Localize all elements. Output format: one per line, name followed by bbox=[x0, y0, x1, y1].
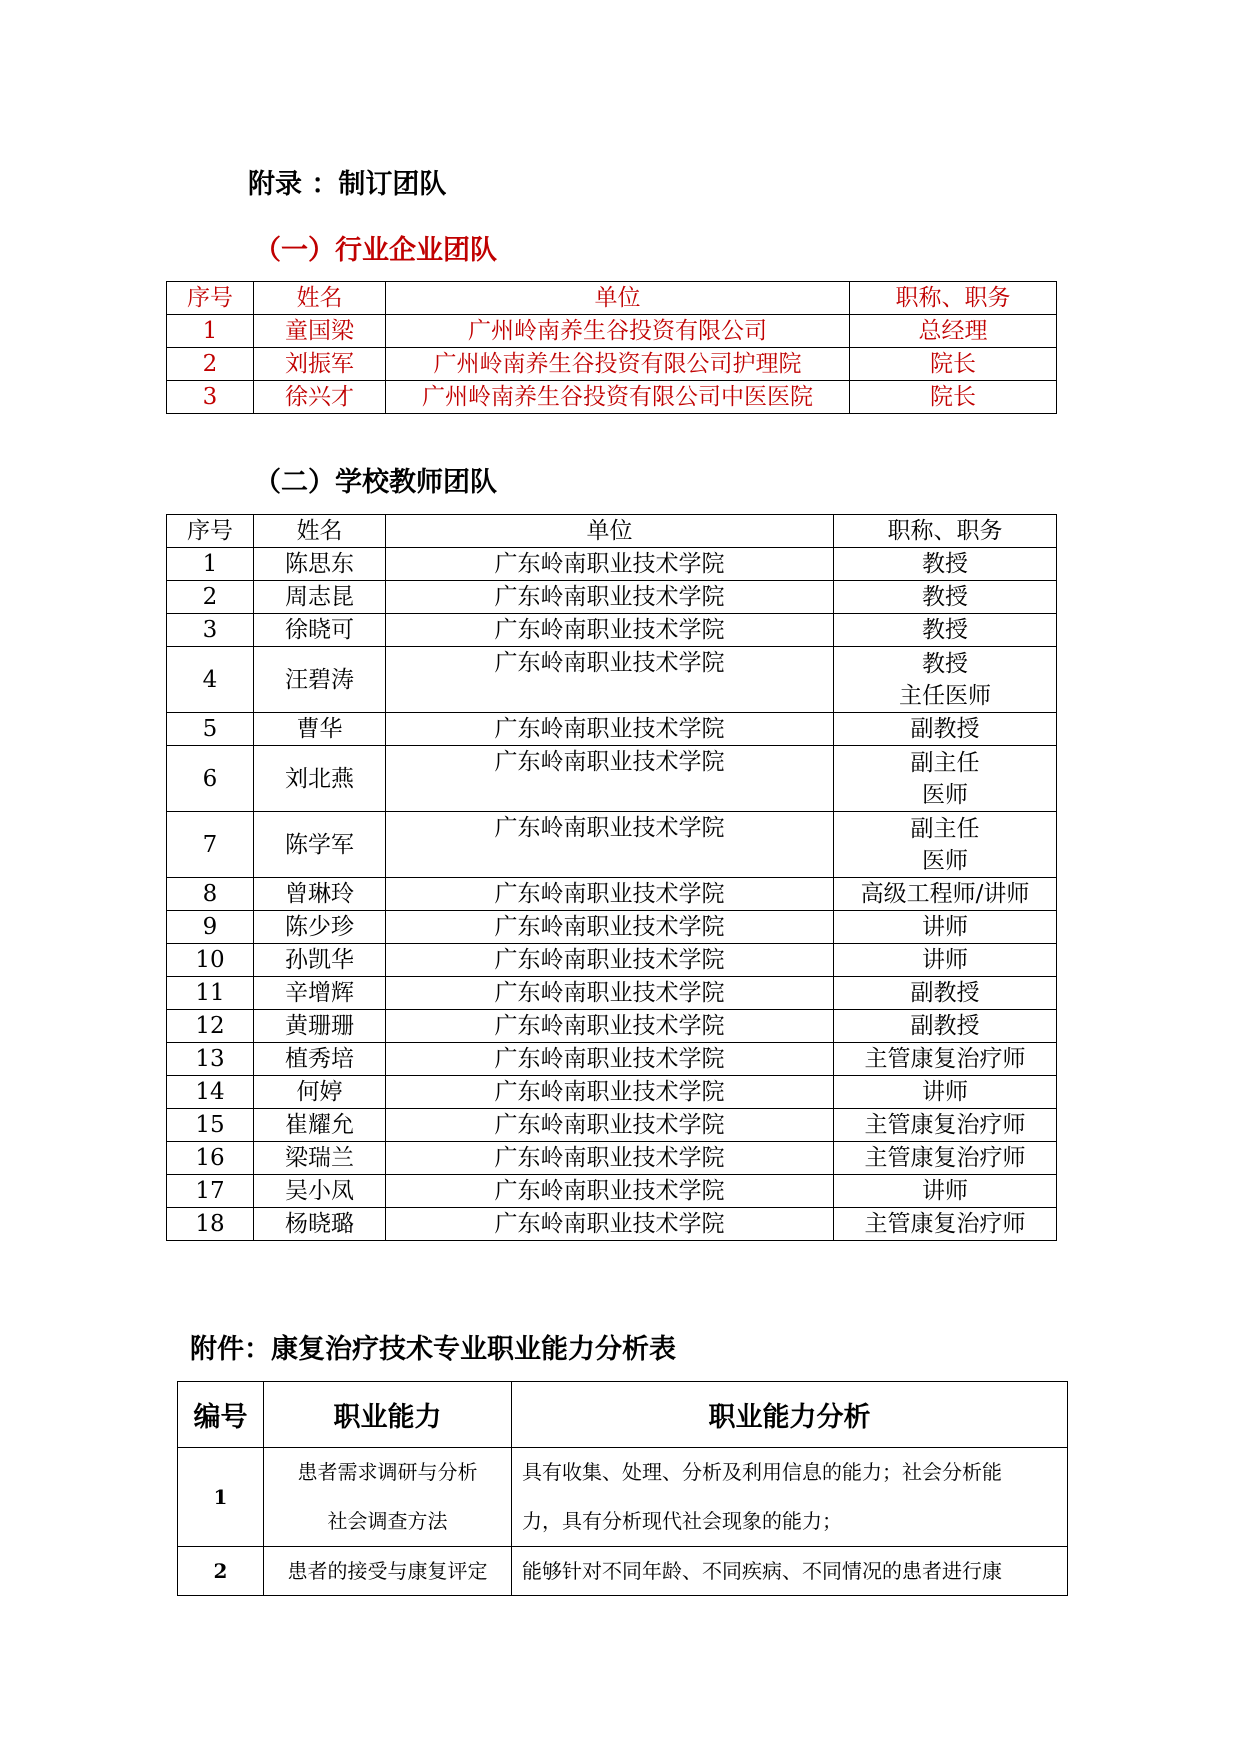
ability-line: 社会调查方法 bbox=[327, 1509, 448, 1533]
title-line: 主管康复治疗师 bbox=[864, 1046, 1026, 1072]
header-no: 序号 bbox=[167, 515, 254, 548]
title-line: 医师 bbox=[922, 847, 968, 874]
cell-title: 院长 bbox=[850, 348, 1057, 381]
cell-no: 6 bbox=[167, 746, 254, 812]
teacher-team-table bbox=[166, 514, 1057, 1241]
cell-unit: 广东岭南职业技术学院 bbox=[386, 614, 834, 647]
cell-title bbox=[834, 581, 1057, 614]
table-row bbox=[178, 1448, 1068, 1547]
cell-no: 4 bbox=[167, 647, 254, 713]
cell-name: 吴小凤 bbox=[254, 1175, 386, 1208]
header-title: 职称、职务 bbox=[834, 515, 1057, 548]
cell-no: 1 bbox=[167, 548, 254, 581]
title-line: 主任医师 bbox=[899, 682, 991, 709]
cell-no: 3 bbox=[167, 381, 254, 414]
table-row bbox=[167, 977, 1057, 1010]
header-no: 编号 bbox=[178, 1382, 264, 1448]
cell-name: 汪碧涛 bbox=[254, 647, 386, 713]
cell-analysis bbox=[512, 1448, 1068, 1547]
title-line: 高级工程师/讲师 bbox=[860, 881, 1030, 907]
cell-title bbox=[834, 812, 1057, 878]
table-row bbox=[167, 878, 1057, 911]
cell-title bbox=[834, 746, 1057, 812]
cell-title bbox=[834, 1109, 1057, 1142]
title-line: 讲师 bbox=[922, 914, 968, 940]
table-row bbox=[167, 647, 1057, 713]
title-line: 主管康复治疗师 bbox=[864, 1145, 1026, 1171]
cell-no: 1 bbox=[167, 315, 254, 348]
cell-ability bbox=[264, 1547, 512, 1596]
cell-no: 16 bbox=[167, 1142, 254, 1175]
cell-name: 黄珊珊 bbox=[254, 1010, 386, 1043]
cell-title bbox=[834, 713, 1057, 746]
cell-title: 总经理 bbox=[850, 315, 1057, 348]
cell-title: 院长 bbox=[850, 381, 1057, 414]
cell-no: 1 bbox=[178, 1448, 264, 1547]
title-line: 副教授 bbox=[910, 1013, 980, 1039]
analysis-line: 具有收集、处理、分析及利用信息的能力；社会分析能 bbox=[522, 1460, 1002, 1484]
title-line: 副主任 bbox=[910, 815, 980, 842]
cell-name: 孙凯华 bbox=[254, 944, 386, 977]
cell-unit: 广东岭南职业技术学院 bbox=[386, 581, 834, 614]
cell-name: 刘北燕 bbox=[254, 746, 386, 812]
industry-team-heading: （一）行业企业团队 bbox=[254, 235, 497, 266]
cell-title bbox=[834, 977, 1057, 1010]
cell-name: 何婷 bbox=[254, 1076, 386, 1109]
cell-unit: 广东岭南职业技术学院 bbox=[386, 977, 834, 1010]
table-row bbox=[167, 1142, 1057, 1175]
cell-unit: 广东岭南职业技术学院 bbox=[386, 944, 834, 977]
cell-unit: 广东岭南职业技术学院 bbox=[386, 1175, 834, 1208]
cell-unit: 广东岭南职业技术学院 bbox=[386, 713, 834, 746]
cell-no: 8 bbox=[167, 878, 254, 911]
cell-no: 18 bbox=[167, 1208, 254, 1241]
table-row bbox=[167, 812, 1057, 878]
cell-title bbox=[834, 878, 1057, 911]
cell-no: 13 bbox=[167, 1043, 254, 1076]
title-line: 讲师 bbox=[922, 947, 968, 973]
cell-no: 10 bbox=[167, 944, 254, 977]
header-title: 职称、职务 bbox=[850, 282, 1057, 315]
cell-name: 陈少珍 bbox=[254, 911, 386, 944]
header-name: 姓名 bbox=[254, 282, 386, 315]
cell-no: 12 bbox=[167, 1010, 254, 1043]
title-line: 教授 bbox=[922, 650, 968, 677]
title-line: 副教授 bbox=[910, 980, 980, 1006]
header-analysis: 职业能力分析 bbox=[512, 1382, 1068, 1448]
header-name: 姓名 bbox=[254, 515, 386, 548]
table-row bbox=[167, 1010, 1057, 1043]
cell-name: 辛增辉 bbox=[254, 977, 386, 1010]
cell-unit: 广东岭南职业技术学院 bbox=[386, 1010, 834, 1043]
title-line: 主管康复治疗师 bbox=[864, 1112, 1026, 1138]
title-line: 讲师 bbox=[922, 1079, 968, 1105]
table-row bbox=[167, 1076, 1057, 1109]
title-line: 教授 bbox=[922, 551, 968, 577]
cell-title bbox=[834, 1010, 1057, 1043]
ability-analysis-table bbox=[177, 1381, 1068, 1596]
cell-no: 15 bbox=[167, 1109, 254, 1142]
cell-unit: 广东岭南职业技术学院 bbox=[386, 1043, 834, 1076]
cell-name: 徐兴才 bbox=[254, 381, 386, 414]
table-row bbox=[167, 1208, 1057, 1241]
cell-title bbox=[834, 1175, 1057, 1208]
cell-name: 徐晓可 bbox=[254, 614, 386, 647]
title-line: 教授 bbox=[922, 584, 968, 610]
header-ability: 职业能力 bbox=[264, 1382, 512, 1448]
header-unit: 单位 bbox=[386, 515, 834, 548]
title-line: 讲师 bbox=[922, 1178, 968, 1204]
table-header-row bbox=[167, 515, 1057, 548]
ability-line: 患者的接受与康复评定 bbox=[287, 1559, 488, 1583]
teacher-team-heading: （二）学校教师团队 bbox=[254, 467, 497, 498]
cell-title bbox=[834, 1142, 1057, 1175]
cell-no: 2 bbox=[178, 1547, 264, 1596]
cell-unit: 广东岭南职业技术学院 bbox=[386, 1142, 834, 1175]
table-row bbox=[167, 1043, 1057, 1076]
cell-unit: 广州岭南养生谷投资有限公司 bbox=[386, 315, 850, 348]
table-row bbox=[178, 1547, 1068, 1596]
table-row bbox=[167, 581, 1057, 614]
cell-title bbox=[834, 647, 1057, 713]
cell-name: 陈思东 bbox=[254, 548, 386, 581]
cell-title bbox=[834, 1076, 1057, 1109]
cell-unit: 广东岭南职业技术学院 bbox=[386, 746, 834, 812]
title-line: 教授 bbox=[922, 617, 968, 643]
cell-unit: 广东岭南职业技术学院 bbox=[386, 1208, 834, 1241]
cell-no: 5 bbox=[167, 713, 254, 746]
cell-name: 陈学军 bbox=[254, 812, 386, 878]
cell-unit: 广东岭南职业技术学院 bbox=[386, 1076, 834, 1109]
cell-unit: 广东岭南职业技术学院 bbox=[386, 548, 834, 581]
analysis-line: 能够针对不同年龄、不同疾病、不同情况的患者进行康 bbox=[522, 1559, 1002, 1583]
table-row bbox=[167, 548, 1057, 581]
cell-name: 杨晓璐 bbox=[254, 1208, 386, 1241]
table-row bbox=[167, 911, 1057, 944]
cell-ability bbox=[264, 1448, 512, 1547]
title-line: 医师 bbox=[922, 781, 968, 808]
cell-unit: 广东岭南职业技术学院 bbox=[386, 878, 834, 911]
cell-name: 梁瑞兰 bbox=[254, 1142, 386, 1175]
table-header-row bbox=[167, 282, 1057, 315]
cell-title bbox=[834, 944, 1057, 977]
table-row bbox=[167, 746, 1057, 812]
cell-analysis bbox=[512, 1547, 1068, 1596]
cell-no: 2 bbox=[167, 348, 254, 381]
cell-name: 曾琳玲 bbox=[254, 878, 386, 911]
table-row bbox=[167, 348, 1057, 381]
appendix-title: 附录 ：制订团队 bbox=[248, 169, 447, 200]
table-header-row bbox=[178, 1382, 1068, 1448]
cell-title bbox=[834, 1043, 1057, 1076]
title-line: 主管康复治疗师 bbox=[864, 1211, 1026, 1237]
header-no: 序号 bbox=[167, 282, 254, 315]
cell-title bbox=[834, 614, 1057, 647]
table-row bbox=[167, 944, 1057, 977]
table-row bbox=[167, 1175, 1057, 1208]
cell-title bbox=[834, 548, 1057, 581]
cell-no: 9 bbox=[167, 911, 254, 944]
cell-unit: 广州岭南养生谷投资有限公司中医医院 bbox=[386, 381, 850, 414]
cell-name: 童国梁 bbox=[254, 315, 386, 348]
cell-name: 周志昆 bbox=[254, 581, 386, 614]
cell-unit: 广东岭南职业技术学院 bbox=[386, 812, 834, 878]
cell-unit: 广州岭南养生谷投资有限公司护理院 bbox=[386, 348, 850, 381]
table-row bbox=[167, 381, 1057, 414]
header-unit: 单位 bbox=[386, 282, 850, 315]
industry-team-table bbox=[166, 281, 1057, 414]
attachment-title: 附件：康复治疗技术专业职业能力分析表 bbox=[190, 1334, 676, 1365]
cell-no: 3 bbox=[167, 614, 254, 647]
cell-title bbox=[834, 1208, 1057, 1241]
cell-no: 11 bbox=[167, 977, 254, 1010]
table-row bbox=[167, 315, 1057, 348]
cell-unit: 广东岭南职业技术学院 bbox=[386, 647, 834, 713]
cell-name: 崔耀允 bbox=[254, 1109, 386, 1142]
cell-name: 刘振军 bbox=[254, 348, 386, 381]
title-line: 副教授 bbox=[910, 716, 980, 742]
cell-no: 2 bbox=[167, 581, 254, 614]
table-row bbox=[167, 713, 1057, 746]
cell-name: 植秀培 bbox=[254, 1043, 386, 1076]
cell-title bbox=[834, 911, 1057, 944]
table-row bbox=[167, 1109, 1057, 1142]
table-row bbox=[167, 614, 1057, 647]
title-line: 副主任 bbox=[910, 749, 980, 776]
cell-name: 曹华 bbox=[254, 713, 386, 746]
cell-unit: 广东岭南职业技术学院 bbox=[386, 1109, 834, 1142]
cell-no: 7 bbox=[167, 812, 254, 878]
cell-no: 17 bbox=[167, 1175, 254, 1208]
analysis-line: 力，具有分析现代社会现象的能力； bbox=[522, 1509, 842, 1533]
ability-line: 患者需求调研与分析 bbox=[297, 1460, 478, 1484]
cell-no: 14 bbox=[167, 1076, 254, 1109]
cell-unit: 广东岭南职业技术学院 bbox=[386, 911, 834, 944]
